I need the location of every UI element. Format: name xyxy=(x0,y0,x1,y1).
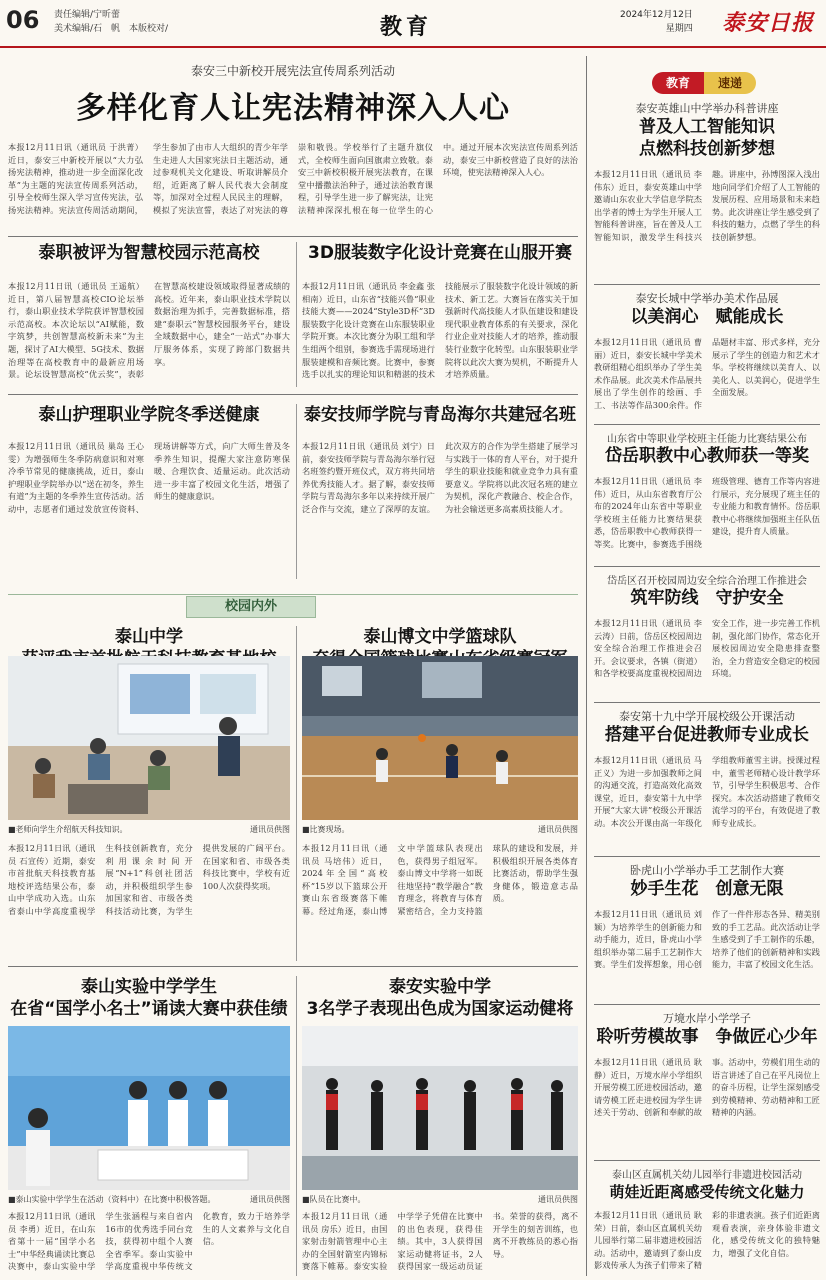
side-headline-1: 普及人工智能知识 xyxy=(639,117,775,137)
photo-caption xyxy=(8,824,290,836)
side-article-campus-safety xyxy=(594,572,820,702)
article-headline: 泰安技师学院与青岛海尔共建冠名班 xyxy=(304,405,576,425)
side-article-heritage xyxy=(594,1166,820,1276)
divider xyxy=(296,626,297,961)
lead-article xyxy=(8,62,578,232)
article-body: 本报12月11日讯（通讯员 房乐）近日，由国家射击射箭管理中心主办的全国射箭室内锦标赛落下帷幕。泰安实验中学学子凭借在比赛中的出色表现，获得佳绩。其中，3人获得国家运动健将证书，2人获得国家一级运动员证书。荣誉的获得，离不开学生的刻苦训练，也离不开教练员的悉心指导。 xyxy=(302,1211,578,1272)
divider xyxy=(296,404,297,579)
side-kicker: 泰安长城中学举办美术作品展 xyxy=(635,292,779,305)
issue-date xyxy=(620,8,693,36)
editor-line-2: 美术编辑/石 帆 本版校对/ xyxy=(54,24,169,34)
article-headline-2: 在省“国学小名士”诵读大赛中获佳绩 xyxy=(10,999,288,1019)
side-article-art-show xyxy=(594,290,820,425)
side-body: 本报12月11日讯（通讯员 李云涛）日前，岱岳区校园周边安全综合治理工作推进会召开。会议要求，各镇（街道）和各学校要高度重视校园周边安全工作，进一步完善工作机制，强化部门协作，常态化开展校园周边安全隐患排查整治，全力营造安全稳定的校园环境。 xyxy=(594,618,820,679)
article-3d-design xyxy=(302,242,578,392)
article-headline: 3D服装数字化设计竞赛在山服开赛 xyxy=(308,243,572,263)
classroom-illustration xyxy=(8,656,290,820)
divider xyxy=(8,966,578,967)
photo-caption xyxy=(302,824,578,836)
side-kicker: 泰安英雄山中学举办科普讲座 xyxy=(635,102,779,115)
photo-caption xyxy=(8,1194,290,1206)
side-body: 本报12月11日讯（通讯员 耿荣）日前，泰山区直属机关幼儿园举行第二届非遗进校园活动。活动中，邀请到了泰山皮影戏传承人为孩子们带来了精彩的非遗表演。孩子们近距离观看表演，亲身体验非遗文化，感受传统文化的独特魅力，增强了文化自信。 xyxy=(594,1210,820,1271)
article-headline-1: 泰山实验中学学生 xyxy=(81,977,217,997)
side-article-model-workers xyxy=(594,1010,820,1158)
side-headline: 岱岳职教中心教师获一等奖 xyxy=(605,446,809,466)
divider xyxy=(8,236,578,237)
article-body: 本报12月11日讯（通讯员 巢岛 王心雯）为增强师生冬季防病意识和对寒冷季节常见的健康挑战，近日，泰山护理职业学院举办以“送在初冬，养生有道”为主题的冬季养生宣传活动。活动中，志愿者们通过发放宣传资料、现场讲解等方式，向广大师生普及冬季养生知识，提醒大家注意防寒保暖、合理饮食、适量运动。此次活动进一步丰富了校园文化生活，增强了师生的健康意识。 xyxy=(8,441,290,514)
photo-credit: 通讯员供图 xyxy=(250,825,290,834)
side-kicker: 岱岳区召开校园周边安全综合治理工作推进会 xyxy=(607,576,807,587)
article-headline-1: 泰山中学 xyxy=(115,627,183,647)
side-body: 本报12月11日讯（通讯员 曹丽）近日，泰安长城中学美术教研组精心组织举办了学生美术作品展。此次美术作品展共展出了学生创作的绘画、手工、书法等作品300余件。作品题材丰富、形式多样，充分展示了学生的创造力和艺术才华。学校将继续以美育人、以美化人、以美润心，促进学生全面发展。 xyxy=(594,337,820,410)
photo-guoxue-contest xyxy=(8,1026,290,1190)
divider xyxy=(594,284,820,285)
contest-stage-illustration xyxy=(8,1026,290,1190)
date-text: 2024年12月12日 xyxy=(620,10,693,20)
photo-caption xyxy=(302,1194,578,1206)
article-headline-2: 3名学子表现出色成为国家运动健将 xyxy=(306,999,574,1019)
sidebar-divider xyxy=(586,56,587,1276)
lead-body: 本报12月11日讯（通讯员 于洪菁）近日，泰安三中新校开展以“大力弘扬宪法精神，推动进一步全面深化改革”为主题的宪法宣传周系列活动，引导全校师生深入学习宣传宪法，弘扬宪法精神。宪法宣传周活动期间，学生参加了由市人大组织的青少年学生走进人大国家宪法日主题活动，通过参观机关文化建设、听取讲解员介绍，近距离了解人民代表大会制度等，加深对全过程人民民主的理解，模拟了宪法宣誓，表达了对宪法的尊崇和敬畏。学校举行了主题升旗仪式，全校师生面向国旗肃立致敬。泰安三中新校积极开展宪法教育，在课堂中播撒法治种子，通过法治教育课程，引导学生进一步了解宪法，让宪法精神深深扎根在每一位学生的心中。通过开展本次宪法宣传周系列活动，泰安三中新校营造了良好的法治环境，使宪法精神深入人心。 xyxy=(8,142,578,215)
side-headline: 搭建平台促进教师专业成长 xyxy=(605,725,809,745)
article-body: 本报12月11日讯（通讯员 王遥航）近日，第八届智慧高校CIO论坛举行，泰山职业技术学院获评智慧校园示范高校。本次论坛以“AI赋能，数字筑梦，共创智慧高校新未来”为主题，探讨了AI大模型、5G技术、数据治理等在高校教育中的最新应用场景。论坛设智慧高校“优云奖”，表彰在智慧高校建设领域取得显著成绩的高校。近年来，泰山职业技术学院以数据治理为抓手，完善数据标准，搭建“泰职云”智慧校园服务平台，建设全域数据中心，建全“一站式”办事大厅服务体系，实现了跨部门数据共享。 xyxy=(8,281,290,380)
campus-section-tag: 校园内外 xyxy=(186,596,316,618)
photo-basketball-game xyxy=(302,656,578,820)
article-body: 本报12月11日讯（通讯员 马培伟）近日，2024年全国“高校杯”15岁以下篮球公开赛山东省级赛落下帷幕。经过角逐，泰山博文中学篮球队表现出色，获得男子组冠军。泰山博文中学将一如既往地坚持“教学融合”教育理念，将教育与体育紧密结合，全力支持篮球队的建设和发展，并积极组织开展各类体育比赛活动，帮助学生强身健体，锻造意志品质。 xyxy=(302,843,578,916)
article-headline-1: 泰山博文中学篮球队 xyxy=(363,627,517,647)
divider xyxy=(8,394,578,395)
article-headline: 泰山护理职业学院冬季送健康 xyxy=(38,405,260,425)
article-body: 本报12月11日讯（通讯员 李金鑫 张相南）近日，山东省“技能兴鲁”职业技能大赛——2024“Style3D杯”3D服装数字化设计竞赛在山东服装职业学院开赛。本次比赛分为职工组和学生组两个组别，参赛选手需现场进行服装建模和音频比赛。比赛中，参赛选手以扎实的理论知识和精湛的技术技能展示了服装数字化设计领域的新技术、新工艺。大赛旨在落实关于加强新时代高技能人才队伍建设和建设现代职业教育体系的有关要求，深化行业企业对技能人才的培养，推动服装行业数字化转型。山东服装职业学院将以此次大赛为契机，不断提升人才培养质量。 xyxy=(302,281,578,380)
side-kicker: 山东省中等职业学校班主任能力比赛结果公布 xyxy=(607,434,807,445)
basketball-court-illustration xyxy=(302,656,578,820)
photo-credit: 通讯员供图 xyxy=(538,1195,578,1204)
caption-text: ■泰山实验中学学生在活动（资料中）在比赛中积极答题。 xyxy=(8,1195,216,1204)
side-headline: 妙手生花 创意无限 xyxy=(630,879,784,899)
side-kicker: 卧虎山小学举办手工艺制作大赛 xyxy=(630,864,784,877)
side-article-open-class xyxy=(594,708,820,856)
side-kicker: 泰安第十九中学开展校级公开课活动 xyxy=(619,710,795,723)
editor-credits xyxy=(54,8,168,36)
side-body: 本报12月11日讯（通讯员 耿静）近日，万境水岸小学组织开展劳模工匠进校园活动，邀请劳模工匠走进校园为学生讲述关于劳动、创新和奉献的故事。活动中，劳模们用生动的语言讲述了自己在平凡岗位上的奋斗历程，让学生深刻感受到劳模精神、劳动精神和工匠精神的内涵。 xyxy=(594,1057,820,1118)
side-headline: 以美润心 赋能成长 xyxy=(630,307,784,327)
divider xyxy=(594,1160,820,1161)
divider xyxy=(594,566,820,567)
photo-aerospace-class xyxy=(8,656,290,820)
caption-text: ■队员在比赛中。 xyxy=(302,1195,366,1204)
article-body: 本报12月11日讯（通讯员 刘宁）日前，泰安技师学院与青岛海尔举行冠名班签约暨开班仪式，双方将共同培养优秀技能人才。据了解，泰安技师学院与青岛海尔多年以来持续开展广泛合作与交流，建立了深厚的友谊。此次双方的合作为学生搭建了展学习与实践于一体的育人平台，对于提升学生的职业技能和就业竞争力具有重要意义。学院将以此次冠名班的建立为契机，深化产教融合、校企合作，为社会输送更多高素质技能人才。 xyxy=(302,441,578,514)
side-article-ai-lecture xyxy=(594,100,820,290)
divider xyxy=(8,594,578,595)
side-kicker: 万境水岸小学学子 xyxy=(663,1012,751,1025)
side-body: 本报12月11日讯（通讯员 马正义）为进一步加强教师之间的沟通交流，打造高效化高效课堂，近日，泰安第十九中学开展“大家大讲”校级公开课活动。本次公开课由高一年级化学组教师董雪主讲。授课过程中，董雪老师精心设计教学环节，引导学生积极思考、合作探究。本次活动搭建了教师交流学习的平台，有效促进了教师专业成长。 xyxy=(594,755,820,828)
lead-headline: 多样化育人让宪法精神深入人心 xyxy=(76,91,510,126)
article-headline: 泰职被评为智慧校园示范高校 xyxy=(38,243,260,263)
article-haier-class xyxy=(302,404,578,584)
article-body: 本报12月11日讯（通讯员 石宣传）近期，泰安市首批航天科技教育基地校评选结果公布，泰山中学成功入选。山东省泰山中学高度重视学生科技创新教育，充分利用课余时间开展“N+1”科创社团活动，并积极组织学生参加国家和省、市级各类科技活动比赛，为学生提供发展的广阔平台。在国家和省、市级各类科技比赛中，学校有近100人次获得奖项。 xyxy=(8,843,290,916)
side-headline-2: 点燃科技创新梦想 xyxy=(639,139,775,159)
article-headline-1: 泰安实验中学 xyxy=(389,977,491,997)
divider xyxy=(296,976,297,1276)
side-article-handicraft xyxy=(594,862,820,1002)
caption-text: ■老师向学生介绍航天科技知识。 xyxy=(8,825,128,834)
side-kicker: 泰山区直属机关幼儿园举行非遗进校园活动 xyxy=(612,1170,802,1181)
side-body: 本报12月11日讯（通讯员 李伟）近日，从山东省教育厅公布的2024年山东省中等职业学校班主任能力比赛结果获悉，岱岳职教中心教师获得一等奖。比赛中，参赛选手围绕班级管理、德育工作等内容进行展示，充分展现了班主任的专业能力和教育情怀。岱岳职教中心将继续加强班主任队伍建设，提升育人质量。 xyxy=(594,476,820,549)
article-smart-campus xyxy=(8,242,290,392)
article-body: 本报12月11日讯（通讯员 李勇）近日，在山东省第十一届“国学小名士”中华经典诵读比赛总决赛中，泰山实验中学学生张涵程与来自省内16市的优秀选手同台竞技，获得初中组个人赛全省季军。泰山实验中学高度重视中华传统文化教育，致力于培养学生的人文素养与文化自信。 xyxy=(8,1211,290,1272)
photo-credit: 通讯员供图 xyxy=(250,1195,290,1204)
lead-kicker: 泰安三中新校开展宪法宣传周系列活动 xyxy=(190,64,395,78)
section-title: 教育 xyxy=(380,14,433,40)
photo-credit: 通讯员供图 xyxy=(538,825,578,834)
side-headline: 筑牢防线 守护安全 xyxy=(630,588,784,608)
divider xyxy=(296,242,297,387)
side-body: 本报12月11日讯（通讯员 李伟东）近日，泰安英雄山中学邀请山东农业大学信息学院杰出学者的博士为学生开展人工智能科普讲座，旨在普及人工智能知识，激发学生科技兴趣。讲座中，孙博图深入浅出地向同学们介绍了人工智能的发展历程、应用场景和未来趋势。此次讲座让学生感受到了科技的魅力，点燃了学生的科技创新梦想。 xyxy=(594,169,820,242)
side-headline: 萌娃近距离感受传统文化魅力 xyxy=(609,1183,805,1201)
masthead xyxy=(0,0,826,48)
divider xyxy=(594,424,820,425)
side-headline: 聆听劳模故事 争做匠心少年 xyxy=(596,1027,818,1047)
express-tag-right: 速递 xyxy=(704,72,756,94)
express-tag-left: 教育 xyxy=(652,72,704,94)
education-express-tag xyxy=(652,72,756,94)
weekday-text: 星期四 xyxy=(665,24,693,34)
article-nursing-health xyxy=(8,404,290,584)
editor-line-1: 责任编辑/宁昕蕾 xyxy=(54,10,121,20)
divider xyxy=(594,1004,820,1005)
caption-text: ■比赛现场。 xyxy=(302,825,350,834)
photo-archery xyxy=(302,1026,578,1190)
archery-illustration xyxy=(302,1026,578,1190)
divider xyxy=(594,856,820,857)
divider xyxy=(594,702,820,703)
side-body: 本报12月11日讯（通讯员 刘颖）为培养学生的创新能力和动手能力，近日，卧虎山小学组织举办第二届手工艺制作大赛。学生们发挥想象，用心创作了一件件形态各异、精美别致的手工艺品。此次活动让学生感受到了手工制作的乐趣，培养了他们的创新精神和实践能力，丰富了校园文化生活。 xyxy=(594,909,820,970)
paper-logo: 泰安日报 xyxy=(722,10,815,36)
page-number: 06 xyxy=(6,6,40,34)
side-article-teacher-award xyxy=(594,430,820,570)
